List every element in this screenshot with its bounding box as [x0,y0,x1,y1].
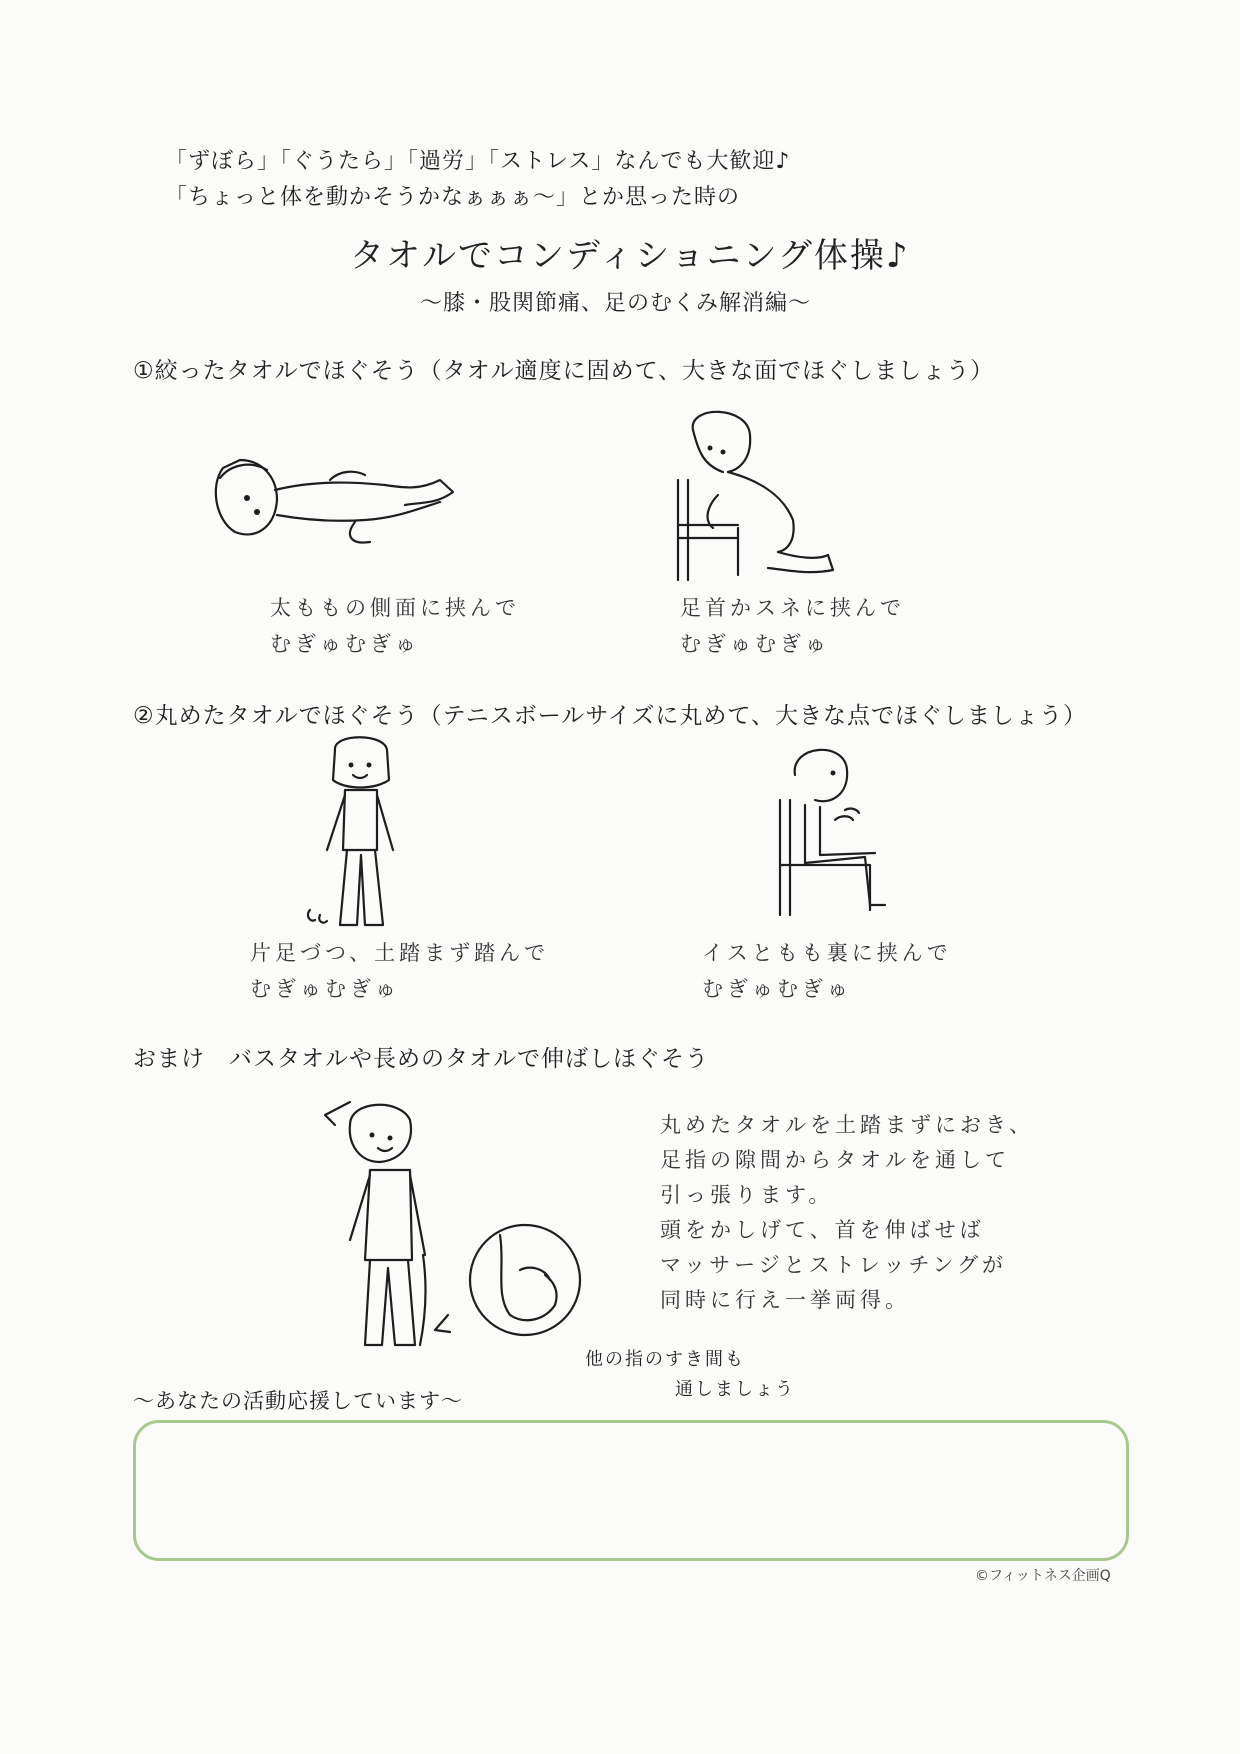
handwritten-note: 他の指のすき間も 通しましょう [585,1349,795,1400]
support-message: 〜あなたの活動応援しています〜 [133,1389,463,1413]
bonus-description: 丸めたタオルを土踏まずにおき、 足指の隙間からタオルを通して 引っ張ります。 頭をかしげて、首を伸ばせば マッサージとストレッチングが 同時に行え一挙両得。 [660,1113,1035,1312]
standing-step-illustration [305,735,415,940]
caption-arch-step: 片足づつ、土踏まず踏んで むぎゅむぎゅ [250,941,550,1001]
page-subtitle: 〜膝・股関節痛、足のむくみ解消編〜 [420,291,812,316]
caption-ankle-shin: 足首かスネに挟んで むぎゅむぎゅ [680,596,905,656]
bonus-heading: おまけ バスタオルや長めのタオルで伸ばしほぐそう [133,1046,709,1072]
lying-side-illustration [205,440,475,560]
caption-chair-thigh: イスともも裏に挟んで むぎゅむぎゅ [702,941,952,1001]
copyright: ©フィットネス企画Q [975,1568,1111,1584]
intro-text [165,144,790,216]
intro-line-1: 「ずぼら」「ぐうたら」「過労」「ストレス」なんでも大歓迎♪ [165,149,791,174]
section-1-heading: ①絞ったタオルでほぐそう（タオル適度に固めて、大きな面でほぐしましょう） [133,358,995,384]
section-2-heading: ②丸めたタオルでほぐそう（テニスボールサイズに丸めて、大きな点でほぐしましょう） [133,703,1087,729]
seated-chair-illustration [775,745,905,920]
towel-stretch-illustration [320,1090,590,1360]
caption-thigh-side: 太ももの側面に挟んで むぎゅむぎゅ [270,596,520,656]
page-title: タオルでコンディショニング体操♪ [350,236,910,276]
intro-line-2: 「ちょっと体を動かそうかなぁぁぁ〜」とか思った時の [165,185,741,210]
memo-box[interactable] [133,1420,1129,1561]
kneeling-chair-illustration [668,410,848,585]
